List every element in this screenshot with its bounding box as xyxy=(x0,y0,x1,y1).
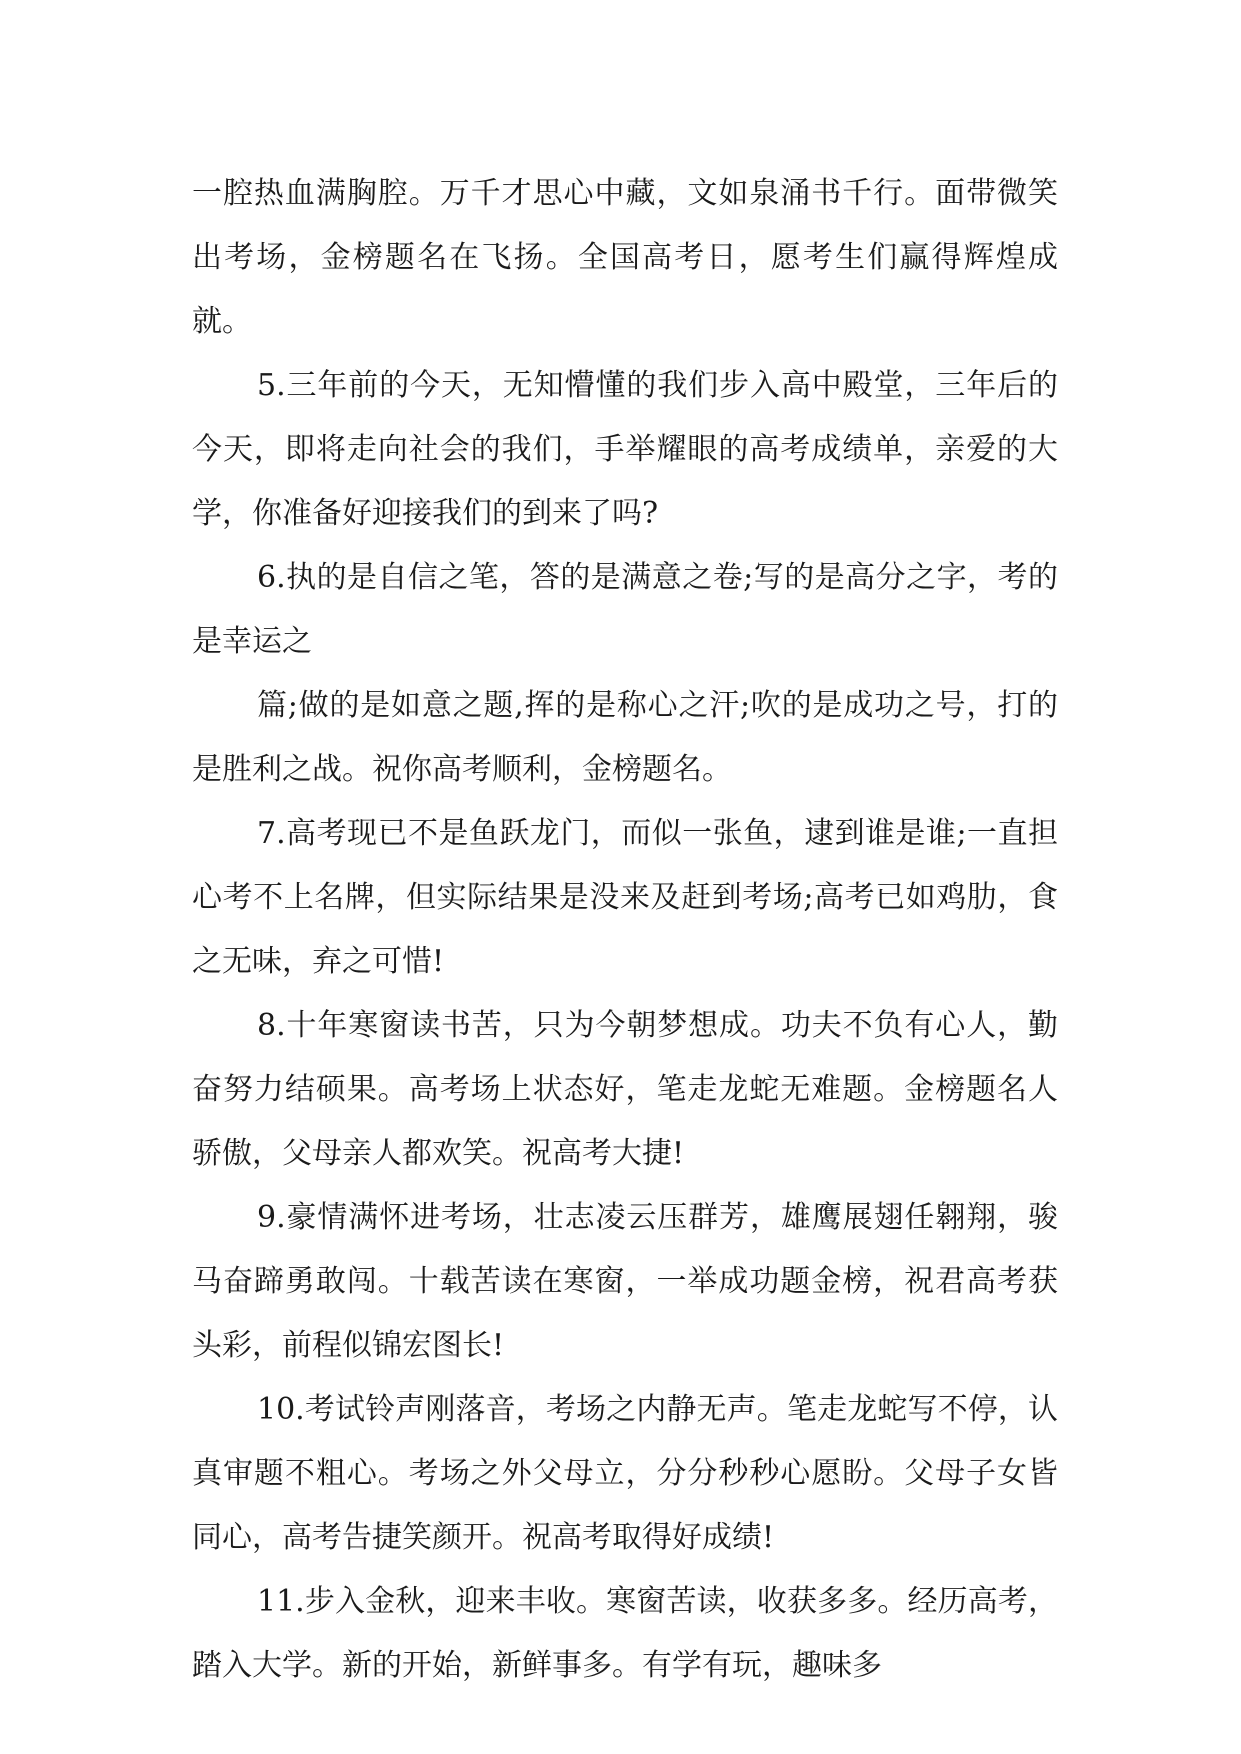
paragraph-8: 8.十年寒窗读书苦，只为今朝梦想成。功夫不负有心人，勤奋努力结硕果。高考场上状态好，笔走龙蛇无难题。金榜题名人骄傲，父母亲人都欢笑。祝高考大捷! xyxy=(192,1008,1058,1171)
paragraph-5: 5.三年前的今天，无知懵懂的我们步入高中殿堂，三年后的今天，即将走向社会的我们，手举耀眼的高考成绩单，亲爱的大学，你准备好迎接我们的到来了吗? xyxy=(192,368,1058,531)
paragraph-9: 9.豪情满怀进考场，壮志凌云压群芳，雄鹰展翅任翱翔，骏马奋蹄勇敢闯。十载苦读在寒窗，一举成功题金榜，祝君高考获头彩，前程似锦宏图长! xyxy=(192,1200,1058,1363)
paragraph-6-part-2: 篇;做的是如意之题,挥的是称心之汗;吹的是成功之号，打的是胜利之战。祝你高考顺利，金榜题名。 xyxy=(192,688,1058,787)
paragraph-10: 10.考试铃声刚落音，考场之内静无声。笔走龙蛇写不停，认真审题不粗心。考场之外父母立，分分秒秒心愿盼。父母子女皆同心，高考告捷笑颜开。祝高考取得好成绩! xyxy=(192,1392,1058,1555)
document-body xyxy=(192,162,1058,1698)
paragraph-continued: 一腔热血满胸腔。万千才思心中藏，文如泉涌书千行。面带微笑出考场，金榜题名在飞扬。全国高考日，愿考生们赢得辉煌成就。 xyxy=(192,176,1058,339)
paragraph-7: 7.高考现已不是鱼跃龙门，而似一张鱼，逮到谁是谁;一直担心考不上名牌，但实际结果是没来及赶到考场;高考已如鸡肋，食之无味，弃之可惜! xyxy=(192,816,1058,979)
paragraph-6-part-1: 6.执的是自信之笔，答的是满意之卷;写的是高分之字，考的是幸运之 xyxy=(192,560,1058,659)
paragraph-11: 11.步入金秋，迎来丰收。寒窗苦读，收获多多。经历高考，踏入大学。新的开始，新鲜事多。有学有玩，趣味多 xyxy=(192,1584,1058,1683)
